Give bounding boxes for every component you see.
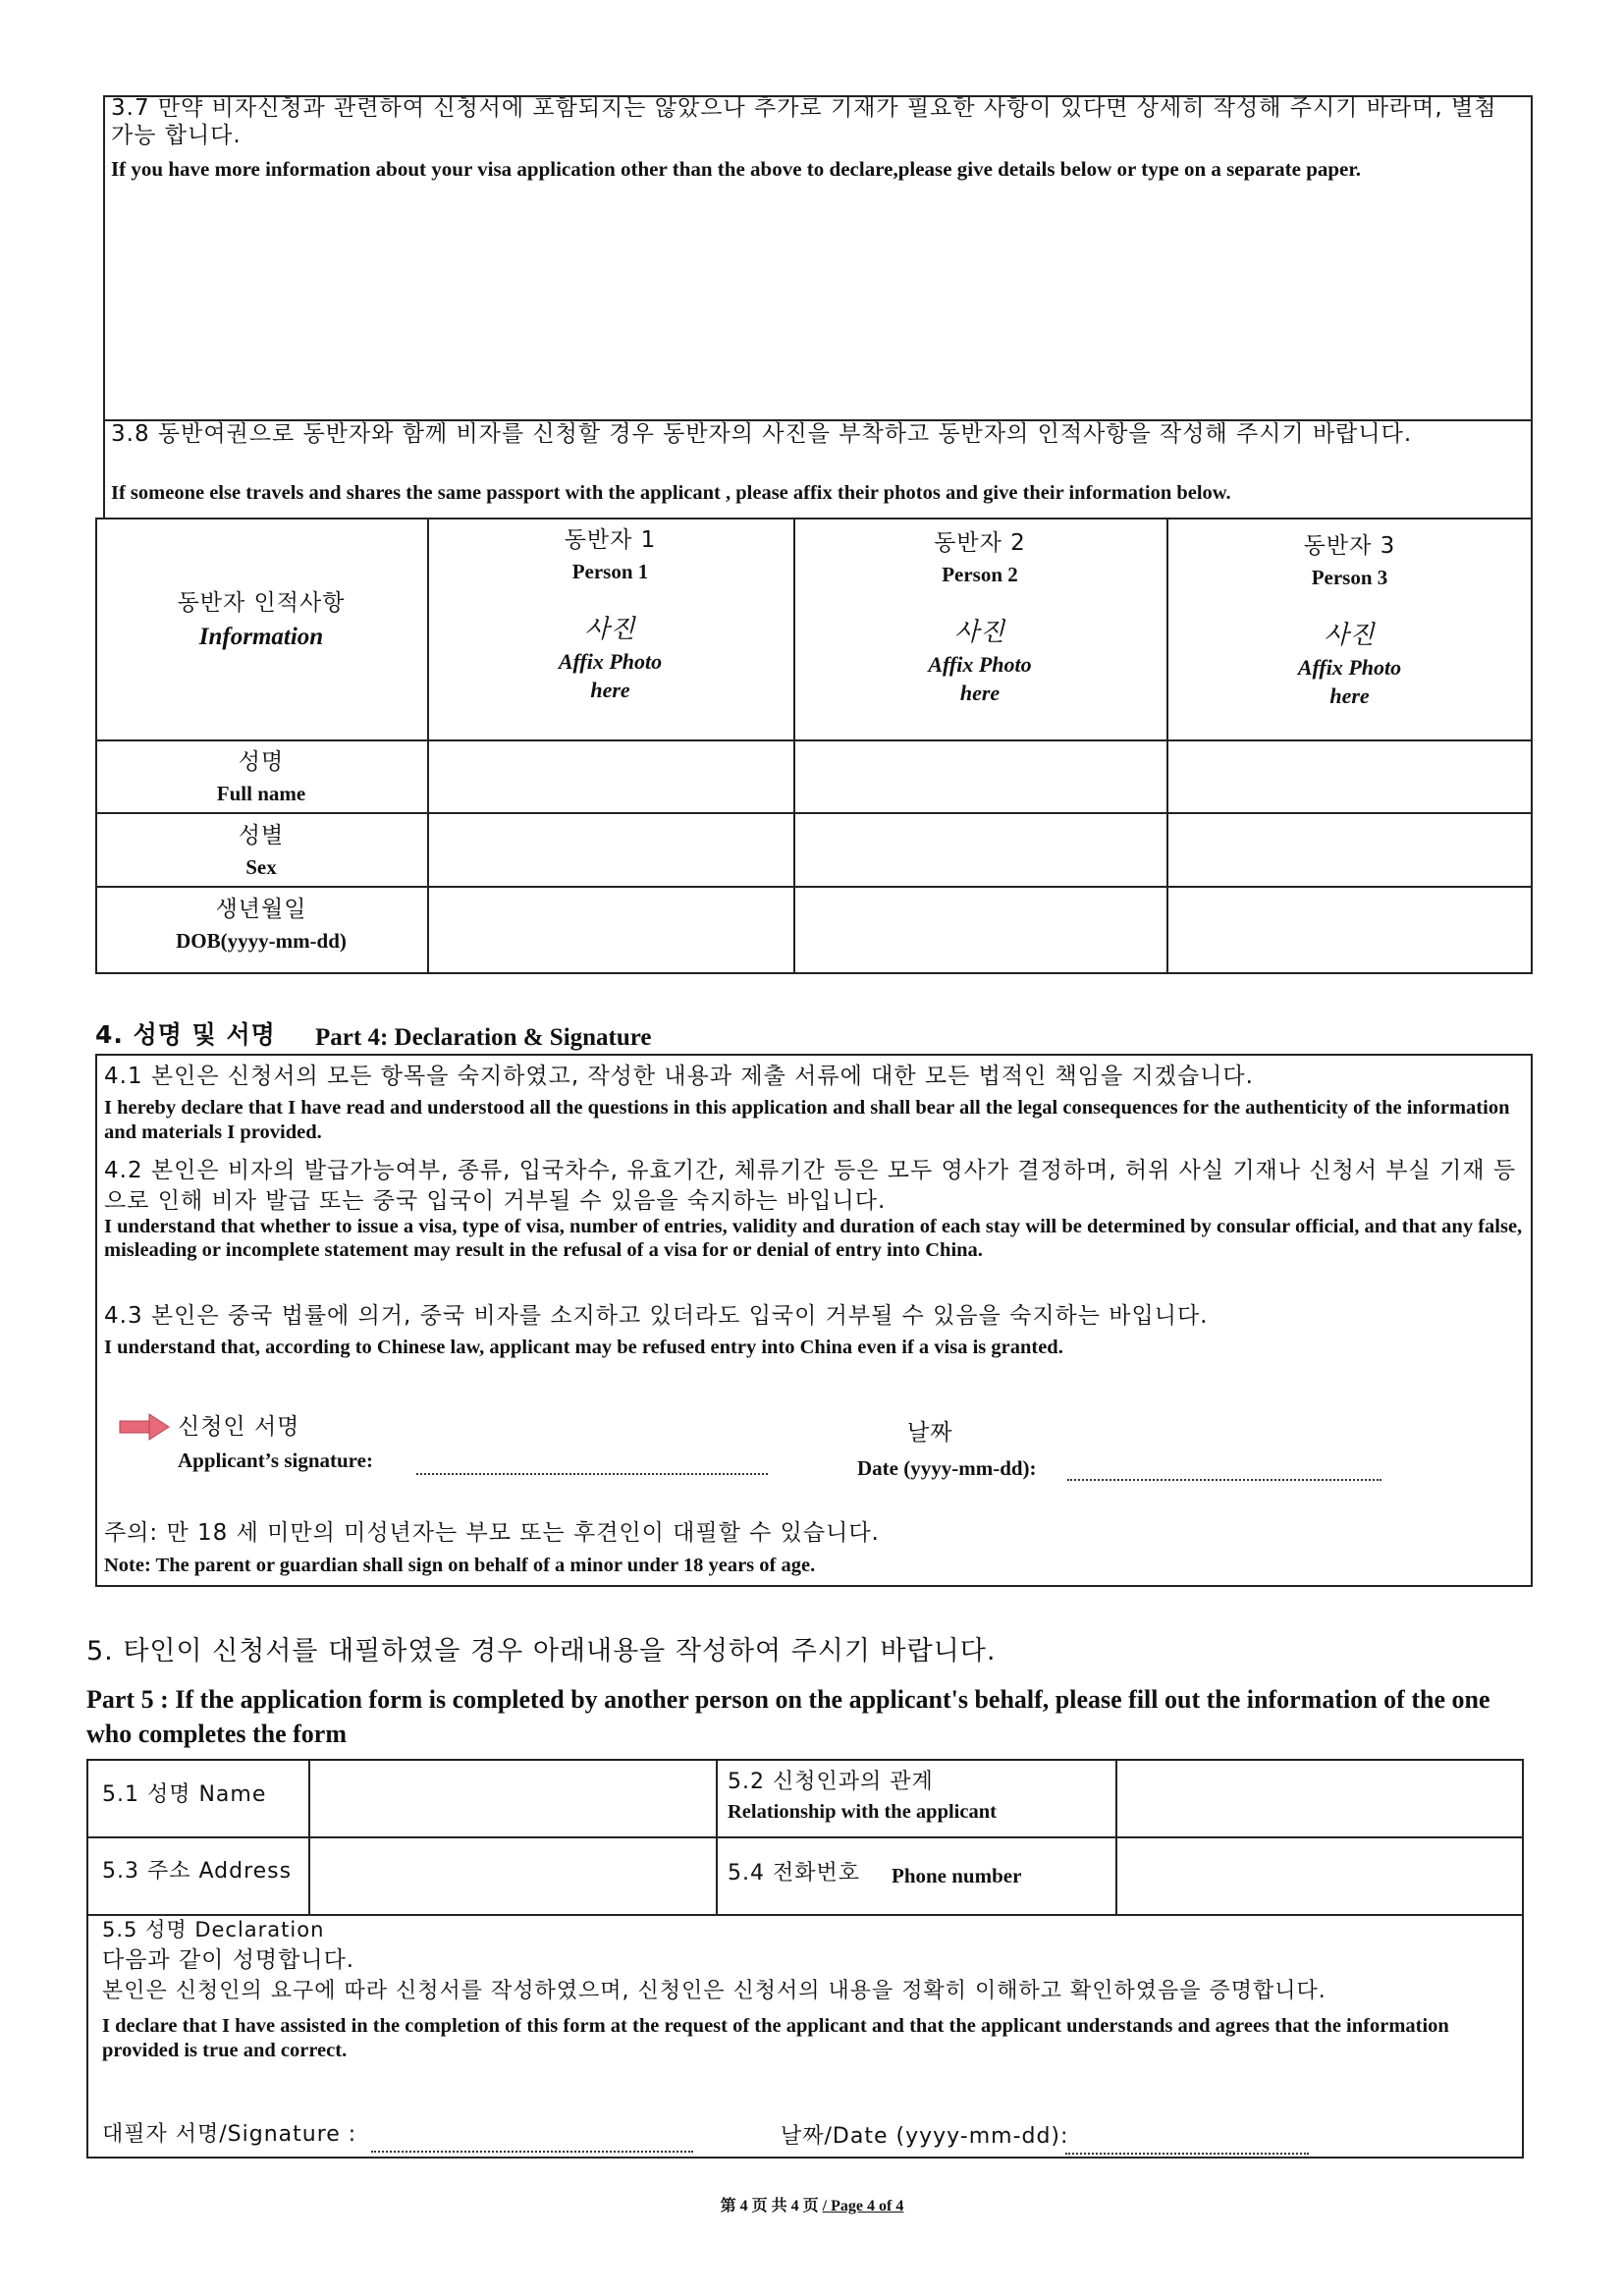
person-2-fullname-cell[interactable] (795, 741, 1164, 811)
person-3-fullname-cell[interactable] (1168, 741, 1531, 811)
date-label: Date (yyyy-mm-dd): (857, 1456, 1037, 1480)
declaration-4-3-english: I understand that, according to Chinese law, applicant may be refused entry into China even if a visa is granted. (104, 1337, 1063, 1358)
date-line[interactable] (1067, 1479, 1381, 1481)
proxy-date-line[interactable] (1065, 2153, 1309, 2155)
field-5-4-label-english: Phone number (892, 1864, 1022, 1887)
person-1-korean: 동반자 1 (564, 527, 657, 553)
declaration-5-5-english: I declare that I have assisted in the completion of this form at the request of the applicant and that the applicant understands and agrees that the information provided is true and correct. (102, 2015, 1449, 2061)
person-2-photo-korean: 사진 (953, 618, 1006, 647)
person-3-english: Person 3 (1311, 566, 1388, 589)
row-fullname-korean: 성명 (238, 749, 285, 775)
field-5-4-input[interactable] (1117, 1838, 1522, 1913)
person-3-dob-cell[interactable] (1168, 888, 1531, 972)
person-2-english: Person 2 (942, 563, 1018, 586)
proxy-date-label: 날짜/Date (yyyy-mm-dd): (781, 2124, 1069, 2149)
declaration-4-1-english: I hereby declare that I have read and understood all the questions in this application and shall bear all the legal consequences for the authenticity of the information and materials I provided. (104, 1097, 1510, 1143)
part5-title-english: Part 5 : If the application form is completed by another person on the applicant's behalf, please fill out the information of the one who completes the form (86, 1685, 1490, 1749)
declaration-5-5-heading: 5.5 성명 Declaration (102, 1918, 325, 1941)
part4-title-korean: 4. 성명 및 서명 (95, 1020, 276, 1049)
field-5-3-input[interactable] (310, 1838, 714, 1913)
declaration-5-5-korean-2: 본인은 신청인의 요구에 따라 신청서를 작성하였으며, 신청인은 신청서의 내용을 정확히 이해하고 확인하였음을 증명합니다. (102, 1979, 1326, 2003)
field-5-1-input[interactable] (310, 1761, 714, 1835)
field-5-2-label-english: Relationship with the applicant (728, 1801, 997, 1823)
minor-note-english: Note: The parent or guardian shall sign on behalf of a minor under 18 years of age. (104, 1555, 816, 1576)
row-dob-english: DOB(yyyy-mm-dd) (176, 929, 347, 953)
date-korean: 날짜 (907, 1420, 953, 1446)
info-label-english: Information (198, 624, 324, 650)
person-2-photo-here: here (959, 681, 1001, 705)
person-1-sex-cell[interactable] (429, 814, 791, 885)
person-1-fullname-cell[interactable] (429, 741, 791, 811)
s38-korean-text: 3.8 동반여권으로 동반자와 함께 비자를 신청할 경우 동반자의 사진을 부착하고 동반자의 인적사항을 작성해 주시기 바랍니다. (111, 421, 1413, 447)
s37-korean-text: 3.7 만약 비자신청과 관련하여 신청서에 포함되지는 않았으나 추가로 기재가 필요한 사항이 있다면 상세히 작성해 주시기 바라며, 별첨 가능 합니다. (111, 95, 1497, 149)
declaration-4-1-korean: 4.1 본인은 신청서의 모든 항목을 숙지하였고, 작성한 내용과 제출 서류에 대한 모든 법적인 책임을 지겠습니다. (104, 1064, 1254, 1089)
row-sex-english: Sex (245, 855, 277, 879)
row-dob-korean: 생년월일 (215, 897, 307, 922)
person-1-english: Person 1 (571, 560, 649, 583)
person-3-photo-korean: 사진 (1324, 621, 1376, 650)
row-fullname-english: Full name (216, 782, 306, 805)
declaration-5-5-korean-1: 다음과 같이 성명합니다. (102, 1947, 355, 1973)
s37-answer-area[interactable] (106, 214, 1530, 418)
page-footer (0, 2198, 1624, 2215)
page-number-cn: 第 4 页 共 4 页 (720, 2198, 819, 2214)
minor-note-korean: 주의: 만 18 세 미만의 미성년자는 부모 또는 후견인이 대필할 수 있습니다. (104, 1520, 880, 1546)
person-1-photo-here: here (590, 678, 630, 702)
person-1-photo-korean: 사진 (584, 615, 636, 644)
person-2-dob-cell[interactable] (795, 888, 1164, 972)
person-3-photo-here: here (1329, 683, 1370, 708)
person-1-photo-english: Affix Photo (558, 649, 663, 674)
person-3-korean: 동반자 3 (1303, 533, 1396, 559)
person-2-korean: 동반자 2 (934, 530, 1026, 556)
proxy-signature-line[interactable] (371, 2151, 693, 2153)
arrow-right-icon (119, 1412, 170, 1442)
person-2-photo-english: Affix Photo (928, 652, 1032, 677)
proxy-signature-label: 대필자 서명/Signature : (102, 2122, 357, 2147)
s38-english-text: If someone else travels and shares the same passport with the applicant , please affix their photos and give their information below. (111, 482, 1231, 504)
person-2-sex-cell[interactable] (795, 814, 1164, 885)
field-5-2-input[interactable] (1117, 1761, 1522, 1835)
declaration-4-2-english: I understand that whether to issue a visa, type of visa, number of entries, validity and duration of each stay will be determined by consular official, and that any false, misleading or incomplete statement may result in the refusal of a visa for or denial of entry into China. (104, 1216, 1523, 1261)
applicant-signature-korean: 신청인 서명 (178, 1414, 300, 1440)
field-5-4-label-korean: 5.4 전화번호 (728, 1861, 860, 1886)
applicant-signature-label: Applicant’s signature: (178, 1449, 373, 1472)
person-3-photo-english: Affix Photo (1297, 655, 1402, 680)
declaration-4-3-korean: 4.3 본인은 중국 법률에 의거, 중국 비자를 소지하고 있더라도 입국이 거부될 수 있음을 숙지하는 바입니다. (104, 1303, 1209, 1329)
field-5-2-label-korean: 5.2 신청인과의 관계 (728, 1770, 934, 1794)
person-3-sex-cell[interactable] (1168, 814, 1531, 885)
part5-title-korean: 5. 타인이 신청서를 대필하였을 경우 아래내용을 작성하여 주시기 바랍니다. (86, 1636, 997, 1667)
field-5-1-label: 5.1 성명 Name (102, 1782, 267, 1807)
field-5-3-label: 5.3 주소 Address (102, 1859, 293, 1884)
person-1-dob-cell[interactable] (429, 888, 791, 972)
applicant-signature-line[interactable] (416, 1473, 768, 1475)
part4-title-english: Part 4: Declaration & Signature (315, 1024, 652, 1051)
s37-english-text: If you have more information about your visa application other than the above to declare,please give details below or type on a separate paper. (111, 157, 1362, 181)
row-sex-korean: 성별 (238, 823, 285, 848)
info-label-korean: 동반자 인적사항 (177, 590, 346, 616)
page-number-en: / Page 4 of 4 (822, 2198, 904, 2214)
declaration-4-2-korean: 4.2 본인은 비자의 발급가능여부, 종류, 입국차수, 유효기간, 체류기간 등은 모두 영사가 결정하며, 허위 사실 기재나 신청서 부실 기재 등으로 인해 비자 발급 또는 중국 입국이 거부될 수 있음을 숙지하는 바입니다. (104, 1158, 1517, 1214)
